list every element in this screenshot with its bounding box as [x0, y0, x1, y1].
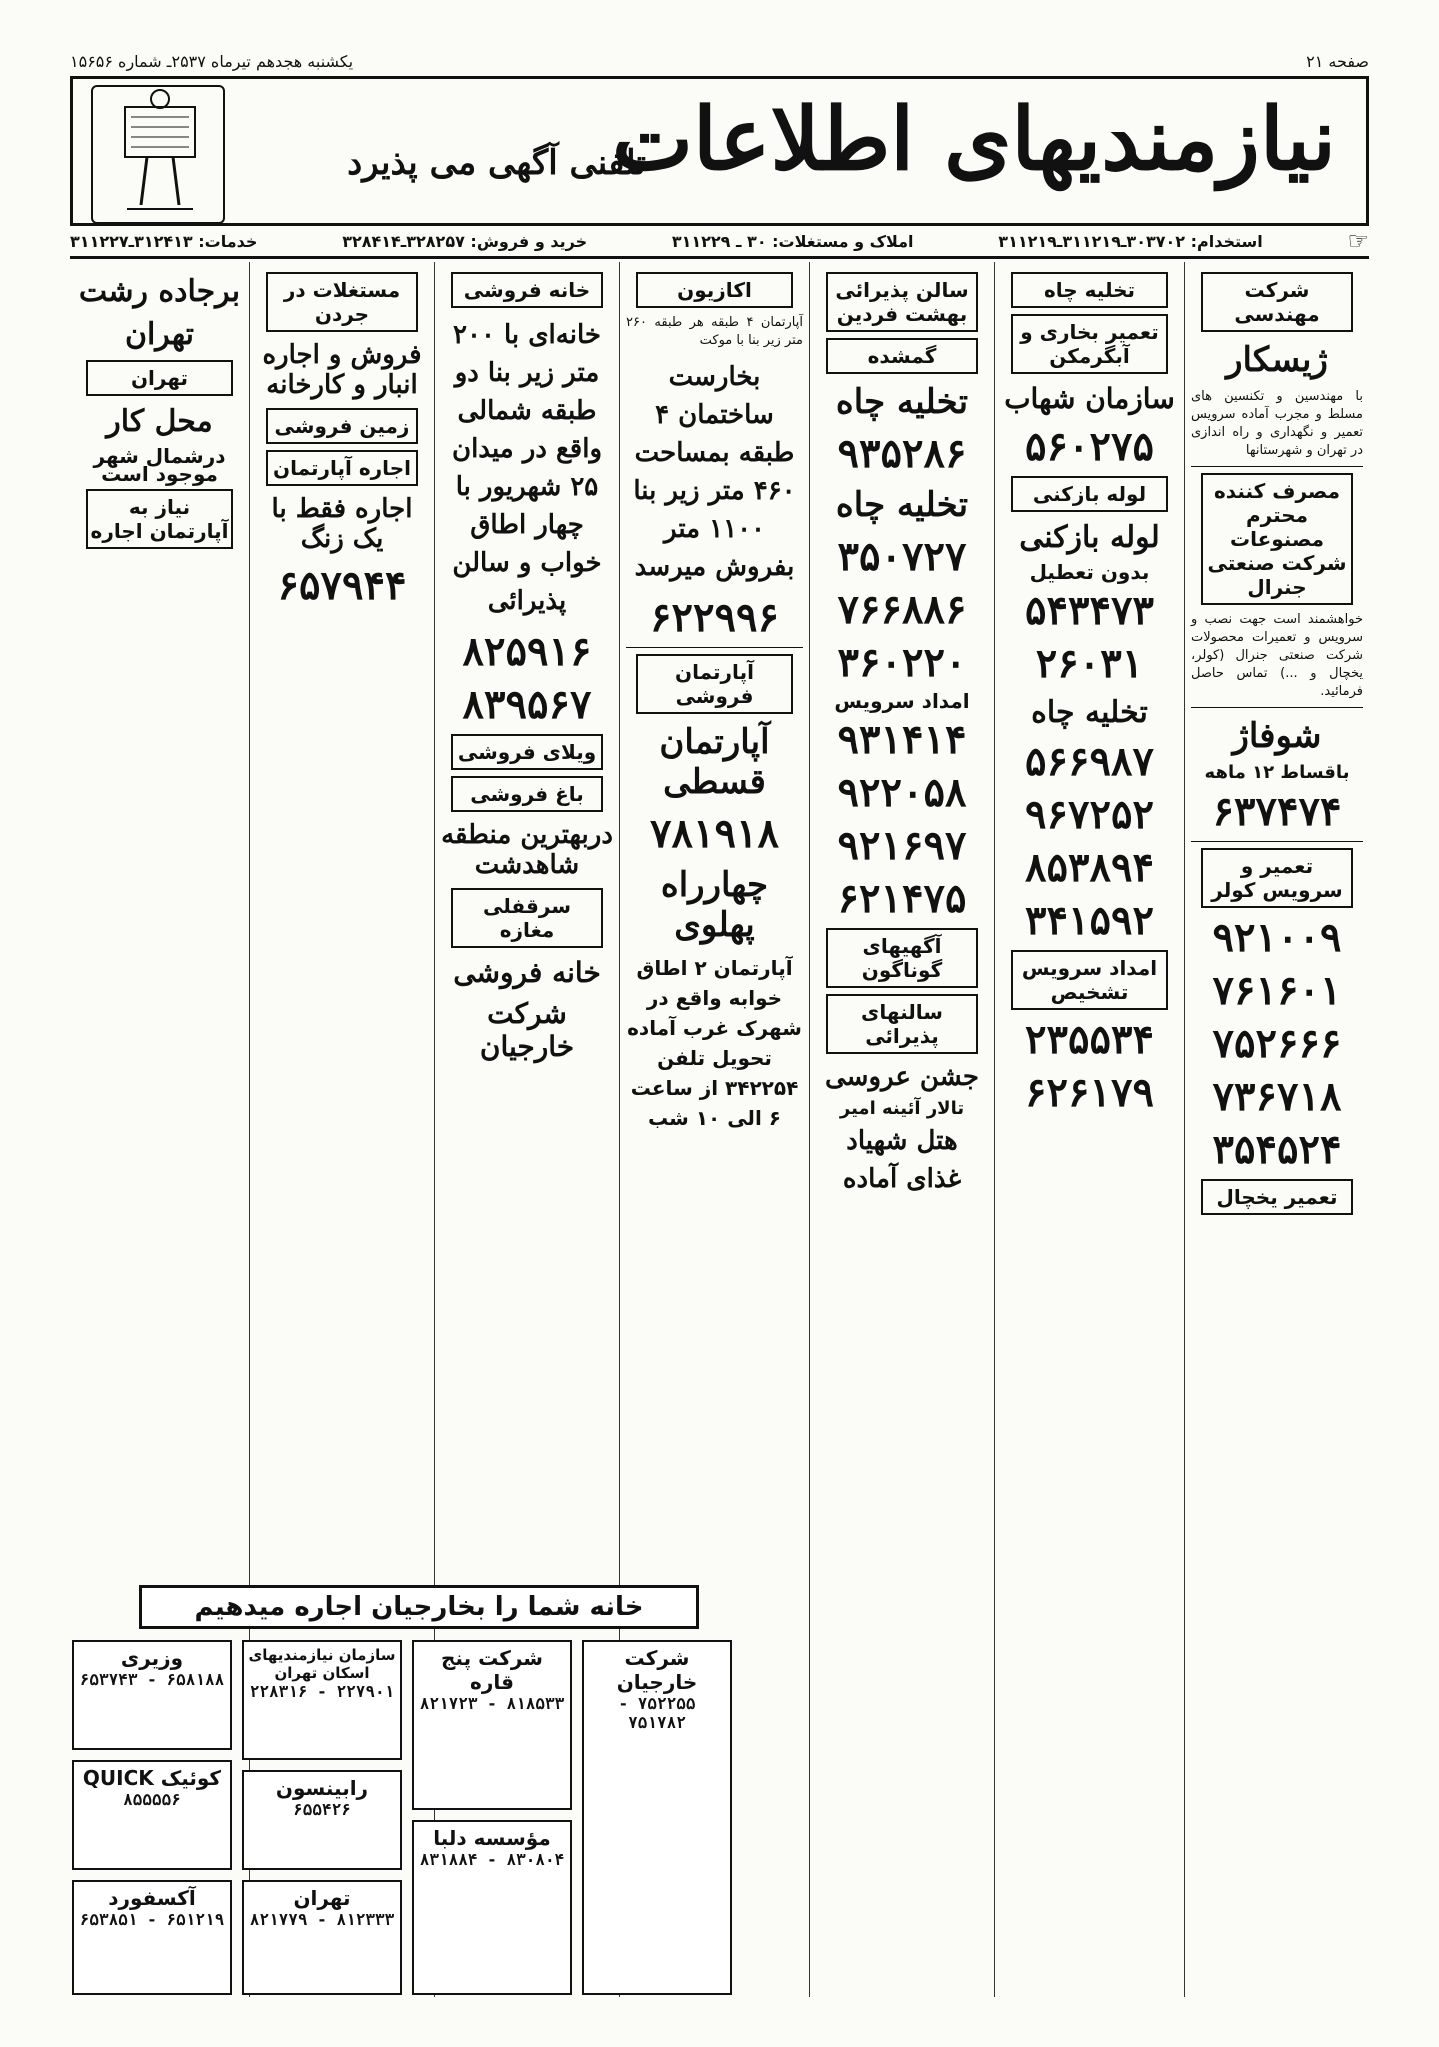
ad-phone: ۷۶۱۶۰۱ [1212, 967, 1342, 1014]
ad-box: شرکت خارجیان ۷۵۲۲۵۵ - ۷۵۱۷۸۲ [582, 1640, 732, 1995]
ad-text: باقساط ۱۲ ماهه [1204, 762, 1350, 783]
ad-heading: سرقفلی مغازه [451, 888, 603, 948]
ad-heading: تهران [86, 360, 233, 396]
ad-heading: تعمیر و سرویس کولر [1201, 848, 1353, 908]
ad-heading: خانه فروشی [451, 272, 603, 308]
ad-phone: ۶۳۷۴۷۴ [1212, 788, 1342, 835]
contact-employment: استخدام: ۳۰۳۷۰۲ـ۳۱۱۲۱۹ـ۳۱۱۲۱۹ [998, 231, 1263, 251]
ad-phone: ۹۳۱۴۱۴ [837, 716, 967, 763]
ad-title: چهارراه پهلوی [660, 865, 769, 945]
ad-title: دربهترین منطقه شاهدشت [441, 820, 613, 880]
ad-title: محل کار [106, 404, 213, 439]
ad-phone: ۸۵۳۸۹۴ [1025, 844, 1154, 891]
ad-phone: ۹۶۷۲۵۲ [1025, 791, 1154, 838]
ad-phone: ۹۳۵۲۸۶ [837, 430, 967, 477]
ad-phone: ۵۶۰۲۷۵ [1025, 423, 1154, 470]
ad-phone: ۶۵۷۹۴۴ [277, 562, 407, 609]
ad-title: سازمان شهاب [1004, 382, 1175, 415]
ad-heading: سالن پذیرائی بهشت فردین [826, 272, 978, 332]
ad-heading: سالنهای پذیرائی [826, 994, 978, 1054]
ad-title: شوفاژ [1232, 716, 1322, 756]
ad-heading: تخلیه چاه [1011, 272, 1168, 308]
ad-text: آپارتمان ۴ طبقه هر طبقه ۲۶۰ متر زیر بنا با موکت [626, 315, 803, 348]
column-1 [1184, 262, 1369, 1997]
ad-phone: ۲۶۰۳۱ [1035, 640, 1144, 687]
ad-phone: ۶۲۶۱۷۹ [1025, 1069, 1154, 1116]
ad-phone: ۷۶۶۸۸۶ [837, 586, 967, 633]
ad-text: درشمال شهر موجود است [93, 444, 226, 486]
ad-box: سازمان نیازمندیهای اسکان تهران ۲۲۷۹۰۱ - ۲۲۸۳۱۶ [242, 1640, 402, 1760]
ad-box: آکسفورد ۶۵۱۲۱۹ - ۶۵۳۸۵۱ [72, 1880, 232, 1995]
ad-phone: ۶۲۱۴۷۵ [837, 875, 967, 922]
contact-services: خدمات: ۳۱۲۴۱۳ـ۳۱۱۲۲۷ [70, 231, 258, 251]
ad-phone: ۸۳۹۵۶۷ [462, 681, 592, 728]
ad-phone: ۵۴۳۴۷۳ [1025, 587, 1154, 634]
ad-heading: آپارتمان فروشی [636, 654, 793, 714]
rental-banner: خانه شما را بخارجیان اجاره میدهیم [139, 1585, 699, 1629]
ad-box: رابینسون ۶۵۵۴۲۶ [242, 1770, 402, 1870]
ad-title: تخلیه چاه [835, 485, 969, 525]
ad-heading: شرکت مهندسی [1201, 272, 1353, 332]
ad-phone: ۷۵۲۶۶۶ [1212, 1020, 1342, 1067]
page-label: صفحه ۲۱ [1306, 51, 1369, 71]
ad-text: خواهشمند است جهت نصب و سرویس و تعمیرات محصولات شرکت صنعتی جنرال (کولر، یخچال و ...) تماس حاصل فرمائید. [1191, 612, 1363, 699]
ad-title: لوله بازکنی [1019, 520, 1160, 555]
page-subtitle: تلفنی آگهی می پذیرد [347, 143, 646, 183]
masthead [70, 76, 1369, 226]
contact-buysell: خرید و فروش: ۳۲۸۲۵۷ـ۳۲۸۴۱۴ [342, 231, 588, 251]
pointing-hand-icon: ☞ [1347, 227, 1369, 255]
ad-phone: ۲۳۵۵۳۴ [1025, 1016, 1154, 1063]
issue-date: یکشنبه هجدهم تیرماه ۲۵۳۷ـ شماره ۱۵۶۵۶ [70, 51, 354, 71]
ad-box: شرکت پنج قاره ۸۱۸۵۳۳ - ۸۲۱۷۲۳ [412, 1640, 572, 1810]
ad-title: هتل شهیاد [846, 1126, 958, 1156]
ad-phone: ۳۵۰۷۲۷ [837, 533, 967, 580]
ad-text: امداد سرویس [834, 689, 970, 713]
ad-phone: ۶۲۲۹۹۶ [650, 594, 779, 641]
ad-title: جشن عروسی [825, 1062, 979, 1092]
ad-text: تالار آئینه امیر [839, 1098, 965, 1119]
ad-title: بخارست ساختمان ۴ طبقه بمساحت ۴۶۰ متر زیر بنا ۱۱۰۰ متر بفروش میرسد [633, 362, 796, 582]
ad-phone: ۳۶۰۲۲۰ [837, 639, 967, 686]
column-2 [994, 262, 1184, 1997]
ad-title: شرکت خارجیان [479, 997, 575, 1063]
ad-heading: لوله بازکنی [1011, 476, 1168, 512]
ad-heading: ویلای فروشی [451, 734, 603, 770]
ad-box: کوئیک QUICK ۸۵۵۵۵۶ [72, 1760, 232, 1870]
ad-phone: ۹۲۲۰۵۸ [837, 769, 967, 816]
ad-phone: ۷۸۱۹۱۸ [650, 810, 779, 857]
ad-title: خانه‌ای با ۲۰۰ متر زیر بنا دو طبقه شمالی واقع در میدان ۲۵ شهریور با چهار اطاق خواب و سالن پذیرائی [451, 320, 603, 616]
ad-box: وزیری ۶۵۸۱۸۸ - ۶۵۳۷۴۳ [72, 1640, 232, 1750]
page-title: نیازمندیهای اطلاعات [612, 89, 1336, 190]
ad-phone: ۳۴۱۵۹۲ [1025, 897, 1154, 944]
ad-title: تهران [124, 317, 195, 352]
contact-strip [70, 226, 1369, 259]
ad-heading: تعمیر بخاری و آبگرمکن [1011, 314, 1168, 374]
contact-realestate: املاک و مستغلات: ۳۰ ـ ۳۱۱۲۲۹ [671, 231, 914, 251]
ad-heading: گمشده [826, 338, 978, 374]
ad-box: مؤسسه دلبا ۸۳۰۸۰۴ - ۸۳۱۸۸۴ [412, 1820, 572, 1995]
ad-heading: تعمیر یخچال [1201, 1179, 1353, 1215]
ad-phone: ۵۶۶۹۸۷ [1025, 738, 1154, 785]
ad-text: با مهندسین و تکنسین های مسلط و مجرب آماده سرویس تعمیر و نگهداری و راه اندازی در تهران و شهرستانها [1191, 389, 1363, 458]
ad-title: غذای آماده [842, 1164, 962, 1194]
ad-box: تهران ۸۱۲۳۳۳ - ۸۲۱۷۷۹ [242, 1880, 402, 1995]
ad-phone: ۳۵۴۵۲۴ [1212, 1126, 1342, 1173]
ad-heading: اکازیون [636, 272, 793, 308]
ad-title: خانه فروشی [453, 956, 601, 989]
ad-heading: اجاره آپارتمان [266, 450, 418, 486]
ad-phone: ۷۳۶۷۱۸ [1212, 1073, 1342, 1120]
newspaper-reader-icon [91, 85, 225, 224]
ad-phone: ۹۲۱۰۰۹ [1212, 914, 1342, 961]
ad-heading: نیاز به آپارتمان اجاره [86, 489, 233, 549]
ad-phone: ۹۲۱۶۹۷ [837, 822, 967, 869]
ad-title: فروش و اجاره انبار و کارخانه [262, 340, 422, 400]
ad-title: تخلیه چاه [1031, 695, 1148, 730]
ad-phone: ۸۲۵۹۱۶ [462, 628, 592, 675]
ad-title: ژیسکار [1226, 340, 1328, 380]
ad-heading: آگهیهای گوناگون [826, 928, 978, 988]
ad-heading: زمین فروشی [266, 408, 418, 444]
ad-heading: مصرف کننده محترم مصنوعات شرکت صنعتی جنرال [1201, 473, 1353, 605]
ad-title: تخلیه چاه [835, 382, 969, 422]
top-line [70, 48, 1369, 74]
ad-title: اجاره فقط با یک زنگ [271, 494, 413, 554]
ad-heading: باغ فروشی [451, 776, 603, 812]
ad-text: آپارتمان ۲ اطاق خوابه واقع در شهرک غرب آماده تحویل تلفن ۳۴۲۲۵۴ از ساعت ۶ الی ۱۰ شب [627, 956, 802, 1130]
ad-title: آپارتمان قسطی [659, 722, 770, 802]
ad-title: برجاده رشت [78, 274, 241, 309]
ad-text: بدون تعطیل [1029, 560, 1150, 584]
ad-heading: امداد سرویس تشخیص [1011, 950, 1168, 1010]
column-3 [809, 262, 994, 1997]
ad-heading: مستغلات در جردن [266, 272, 418, 332]
